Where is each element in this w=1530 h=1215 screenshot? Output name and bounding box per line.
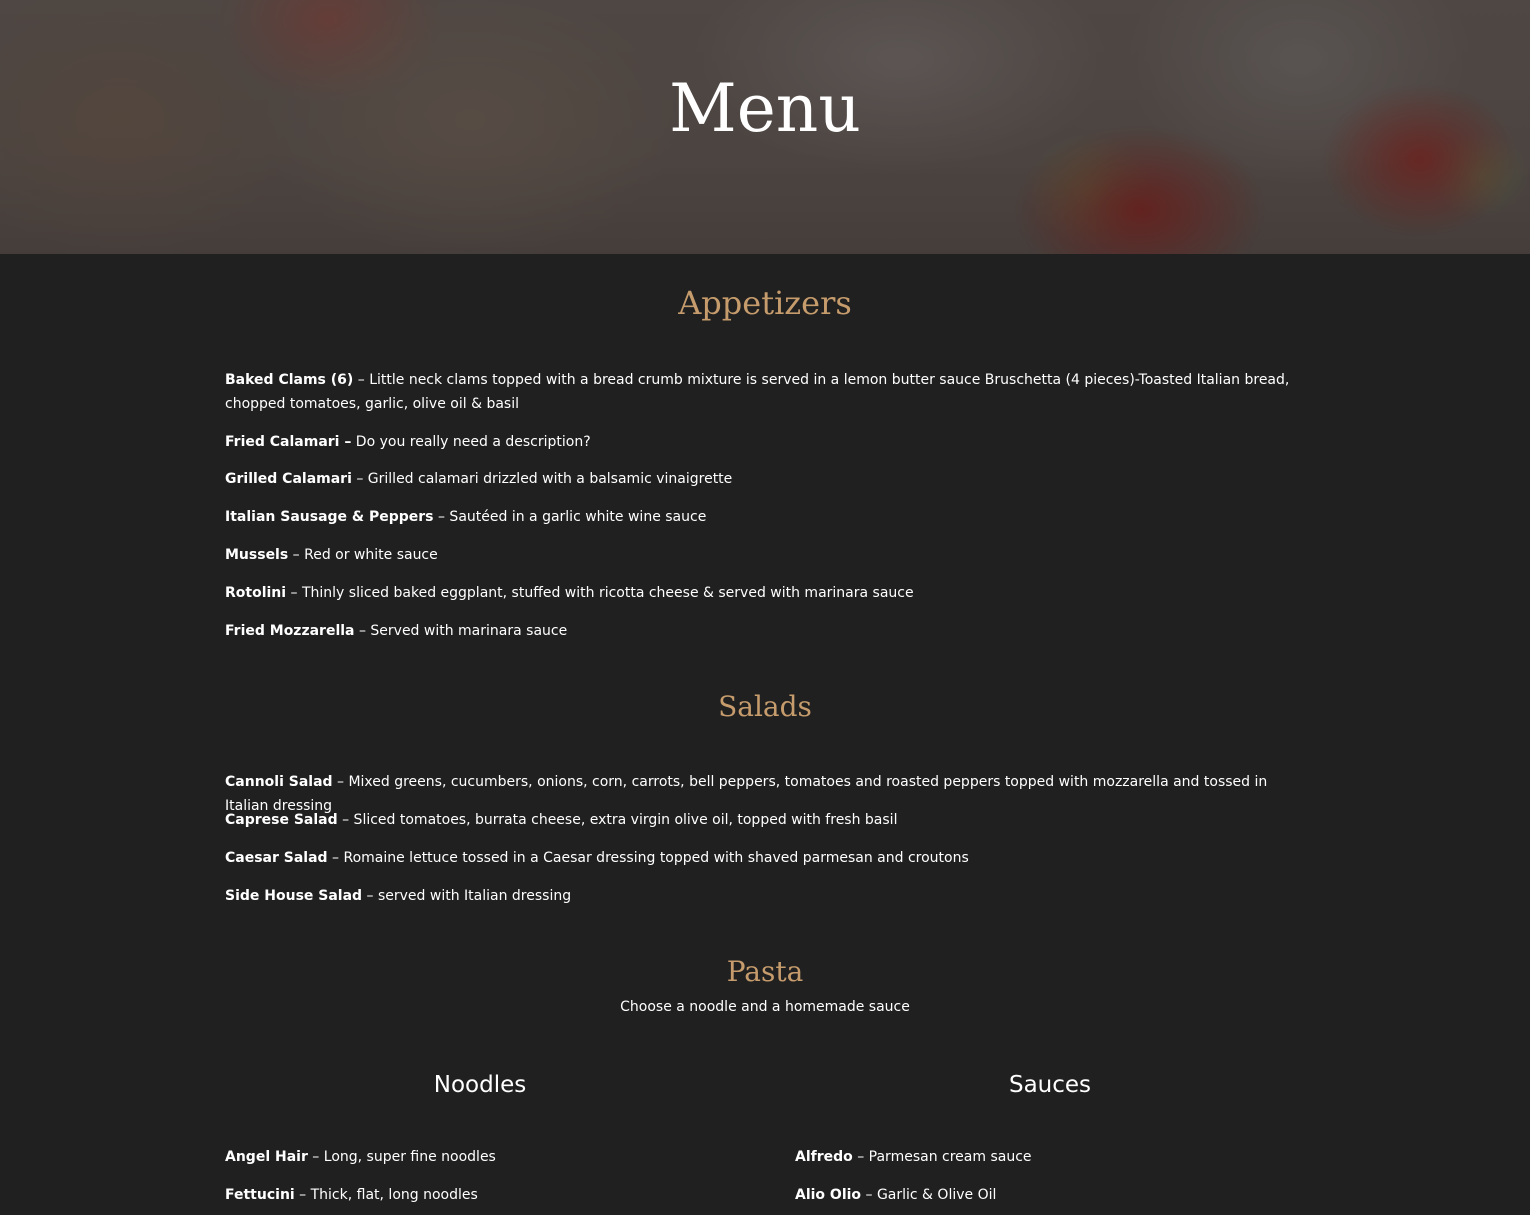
menu-item-fettucini (225, 1183, 745, 1207)
menu-item-alfredo (795, 1145, 1305, 1169)
menu-item-rotolini (225, 581, 1300, 605)
item-name: Italian Sausage & Peppers (225, 509, 434, 525)
item-description: Do you really need a description? (351, 434, 591, 450)
item-description: – Garlic & Olive Oil (861, 1187, 997, 1203)
item-description: – Little neck clams topped with a bread crumb mixture is served in a lemon butter sauce Bruschetta (4 pieces)-Toasted Italian bread, chopped tomatoes, garlic, olive oil & basil (225, 372, 1290, 412)
item-description: – Served with marinara sauce (354, 623, 568, 639)
salads-heading: Salads (718, 690, 812, 723)
menu-item-fried-mozzarella (225, 619, 1300, 643)
item-name: Caesar Salad (225, 850, 328, 866)
pasta-subtitle: Choose a noodle and a homemade sauce (620, 999, 910, 1015)
sauces-heading: Sauces (1008, 1072, 1092, 1098)
item-name: Angel Hair (225, 1149, 308, 1165)
item-name: Grilled Calamari (225, 471, 352, 487)
menu-item-baked-clams (225, 368, 1300, 416)
menu-item-side-house-salad (225, 884, 1300, 908)
item-description: – Thinly sliced baked eggplant, stuffed with ricotta cheese & served with marinara sauce (286, 585, 914, 601)
item-name: Caprese Salad (225, 812, 338, 828)
item-description: – Thick, flat, long noodles (294, 1187, 478, 1203)
item-description: – Parmesan cream sauce (852, 1149, 1032, 1165)
item-name: Fried Calamari – (225, 434, 352, 450)
noodles-heading: Noodles (433, 1072, 527, 1098)
item-name: Alio Olio (795, 1187, 862, 1203)
menu-item-fried-calamari (225, 430, 1300, 454)
menu-item-caprese-salad (225, 808, 1300, 832)
item-description: – Grilled calamari drizzled with a balsamic vinaigrette (351, 471, 733, 487)
menu-item-grilled-calamari (225, 467, 1300, 491)
item-description: – Mixed greens, cucumbers, onions, corn, carrots, bell peppers, tomatoes and roasted peppers topped with mozzarella and tossed in Italian dressing (225, 774, 1268, 814)
item-description: – Long, super fine noodles (307, 1149, 496, 1165)
hero-banner (0, 0, 1530, 254)
item-name: Alfredo (795, 1149, 853, 1165)
item-name: Baked Clams (6) (225, 372, 354, 388)
item-name: Side House Salad (225, 888, 363, 904)
item-name: Rotolini (225, 585, 287, 601)
item-description: – Romaine lettuce tossed in a Caesar dressing topped with shaved parmesan and croutons (327, 850, 969, 866)
item-name: Fried Mozzarella (225, 623, 355, 639)
item-description: – Red or white sauce (288, 547, 438, 563)
page-title: Menu (669, 70, 861, 147)
menu-item-alio-olio (795, 1183, 1305, 1207)
item-name: Mussels (225, 547, 289, 563)
item-description: – served with Italian dressing (362, 888, 572, 904)
appetizers-heading: Appetizers (678, 284, 852, 322)
menu-item-caesar-salad (225, 846, 1300, 870)
item-description: – Sliced tomatoes, burrata cheese, extra virgin olive oil, topped with fresh basil (337, 812, 898, 828)
menu-item-mussels (225, 543, 1300, 567)
item-name: Fettucini (225, 1187, 295, 1203)
pasta-heading: Pasta (726, 955, 804, 988)
menu-item-italian-sausage (225, 505, 1300, 529)
item-description: – Sautéed in a garlic white wine sauce (433, 509, 707, 525)
item-name: Cannoli Salad (225, 774, 333, 790)
menu-item-angel-hair (225, 1145, 745, 1169)
